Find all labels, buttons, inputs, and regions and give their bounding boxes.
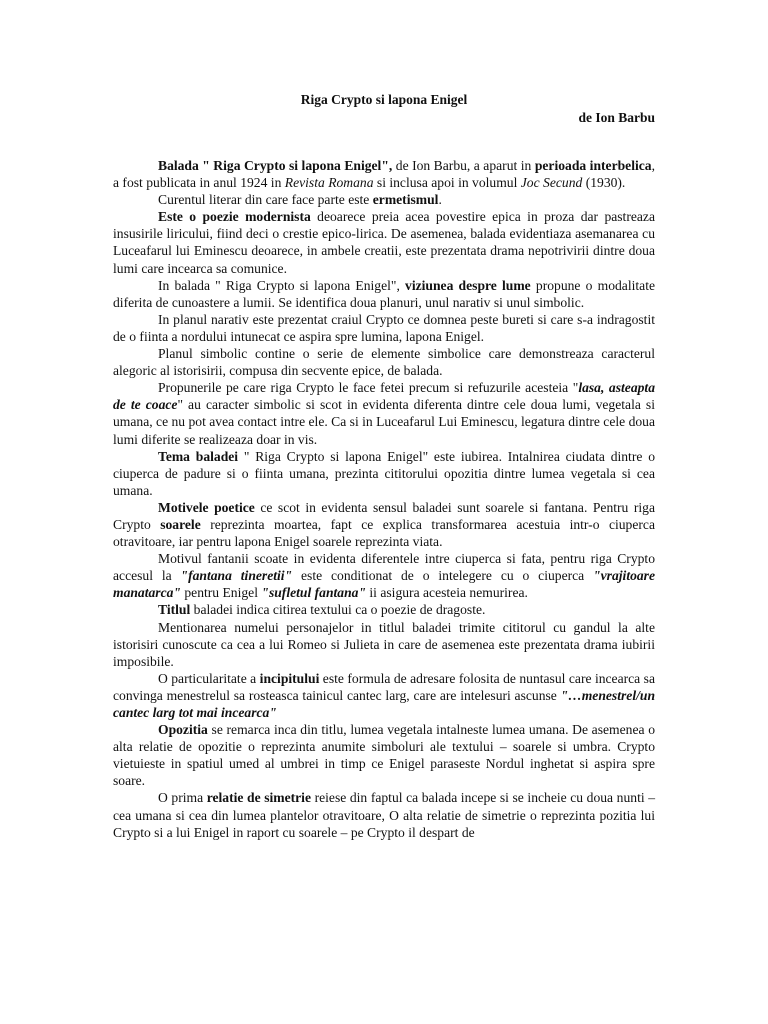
- paragraph: [113, 191, 655, 208]
- paragraph: [113, 345, 655, 379]
- text-run: de Ion Barbu, a aparut in: [395, 158, 535, 173]
- text-run: reiese din faptul ca balada incepe si se incheie cu doua nunti – cea umana si cea din lumea plantelor otravitoare, O alta relatie de simetrie o reprezinta pozitia lui Crypto si a lui Enigel in raport cu soarele – pe Crypto il despart de: [113, 790, 655, 840]
- document-body: [113, 157, 655, 841]
- text-run: reprezinta moartea, fapt ce explica transformarea acestuia intr-o ciuperca otravitoare, iar pentru lapona Enigel soarele reprezinta viata.: [113, 516, 655, 550]
- text-run: Opozitia: [158, 722, 208, 738]
- document-author: de Ion Barbu: [578, 110, 655, 125]
- text-run: In balada " Riga Crypto si lapona Enigel",: [158, 277, 406, 293]
- paragraph: [113, 670, 655, 721]
- text-run: Balada " Riga Crypto si lapona Enigel",: [158, 158, 396, 173]
- paragraph: [113, 311, 655, 345]
- text-run: .: [438, 192, 442, 208]
- paragraph: [113, 448, 655, 499]
- text-run: " au caracter simbolic si scot in evidenta diferenta dintre cele doua lumi, vegetala si umana, ce nu pot avea contact intre ele. Ca si in Luceafarul Lui Eminescu, legatura dintre cele doua lumi diferite se realizeaza doar in vis.: [113, 397, 656, 447]
- text-run: Tema baladei: [158, 448, 239, 464]
- paragraph: [113, 601, 655, 618]
- text-run: (1930).: [582, 175, 626, 191]
- paragraph: [113, 550, 655, 601]
- paragraph: [113, 789, 655, 840]
- text-run: , a fost publicata in anul 1924 in: [113, 158, 655, 191]
- text-run: Propunerile pe care riga Crypto le face fetei precum si refuzurile acesteia ": [158, 380, 579, 396]
- text-run: O prima: [158, 790, 207, 806]
- text-run: perioada interbelica: [534, 158, 652, 173]
- text-run: si inclusa apoi in volumul: [373, 175, 521, 191]
- paragraph: [113, 157, 655, 191]
- text-run: Joc Secund: [520, 175, 583, 191]
- paragraph: [113, 277, 655, 311]
- text-run: lasa, asteapta de te coace: [113, 380, 655, 413]
- text-run: Mentionarea numelui personajelor in titlul baladei trimite cititorul cu gandul la alte istorisiri cunoscute ca cea a lui Romeo si Julieta in care de asemenea este prezentata drama iubirii imposibile.: [113, 619, 655, 669]
- text-run: "fantana tineretii": [180, 568, 293, 584]
- text-run: ermetismul: [372, 192, 439, 208]
- text-run: Planul simbolic contine o serie de elemente simbolice care demonstreaza caracterul alegoric al istorisirii, compusa din secvente epice, de balada.: [113, 346, 655, 379]
- text-run: relatie de simetrie: [206, 790, 311, 806]
- text-run: este formula de adresare folosita de nuntasul care incearca sa convinga menestrelul sa rosteasca tainicul cantec larg, care are intelesuri ascunse: [113, 670, 655, 703]
- text-run: Este o poezie modernista: [158, 209, 311, 225]
- paragraph: [113, 499, 655, 550]
- text-run: viziunea despre lume: [405, 277, 531, 293]
- text-run: Titlul: [158, 602, 191, 618]
- text-run: In planul narativ este prezentat craiul Crypto ce domnea peste bureti si care s-a indragostit de o fiinta a nordului intunecat ce aspira spre lumina, lapona Enigel.: [113, 311, 655, 344]
- paragraph: [113, 721, 655, 789]
- paragraph: [113, 379, 655, 447]
- paragraph: [113, 619, 655, 670]
- text-run: ii asigura acesteia nemurirea.: [366, 585, 528, 601]
- text-run: incipitului: [259, 670, 320, 686]
- text-run: este conditionat de o intelegere cu o ciuperca: [292, 568, 594, 584]
- text-run: Motivul fantanii scoate in evidenta diferentele intre ciuperca si fata, pentru riga Crypto accesul la: [113, 551, 655, 584]
- text-run: Curentul literar din care face parte este: [158, 192, 373, 208]
- text-run: Motivele poetice: [158, 499, 255, 515]
- text-run: pentru Enigel: [180, 585, 262, 601]
- text-run: se remarca inca din titlu, lumea vegetala intalneste lumea umana. De asemenea o alta relatie de opozitie o reprezinta anumite simboluri ale textului – soarele si umbra. Crypto vietuieste in spatiul umed al umbrei in timp ce Enigel paraseste Nordul inghetat si aspira spre soare.: [113, 722, 655, 789]
- text-run: " Riga Crypto si lapona Enigel" este iubirea. Intalnirea ciudata dintre o ciuperca de padure si o fiinta umana, prezinta cititorului opozitia dintre lumea vegetala si cea umana.: [113, 448, 655, 498]
- text-run: deoarece preia acea povestire epica in proza dar pastreaza insusirile liricului, fiind deci o crestie epico-lirica. De asemenea, balada evidentiaza asemanarea cu Luceafarul lui Eminescu deoarece, in ambele creatii, este prezentata drama nepotrivirii dintre doua lumi care incearca sa comunice.: [113, 209, 656, 276]
- text-run: baladei indica citirea textului ca o poezie de dragoste.: [190, 602, 486, 618]
- text-run: soarele: [160, 516, 201, 532]
- text-run: "vrajitoare manatarca": [113, 568, 656, 601]
- document-title: Riga Crypto si lapona Enigel: [300, 92, 468, 107]
- text-run: propune o modalitate diferita de cunoastere a lumii. Se identifica doua planuri, unul narativ si unul simbolic.: [113, 277, 656, 310]
- text-run: "…menestrel/un cantec larg tot mai incearca": [113, 687, 655, 720]
- text-run: ce scot in evidenta sensul baladei sunt soarele si fantana. Pentru riga Crypto: [113, 499, 655, 532]
- text-run: O particularitate a: [158, 670, 260, 686]
- text-run: "sufletul fantana": [261, 585, 366, 601]
- paragraph: [113, 208, 655, 276]
- text-run: Revista Romana: [284, 175, 374, 191]
